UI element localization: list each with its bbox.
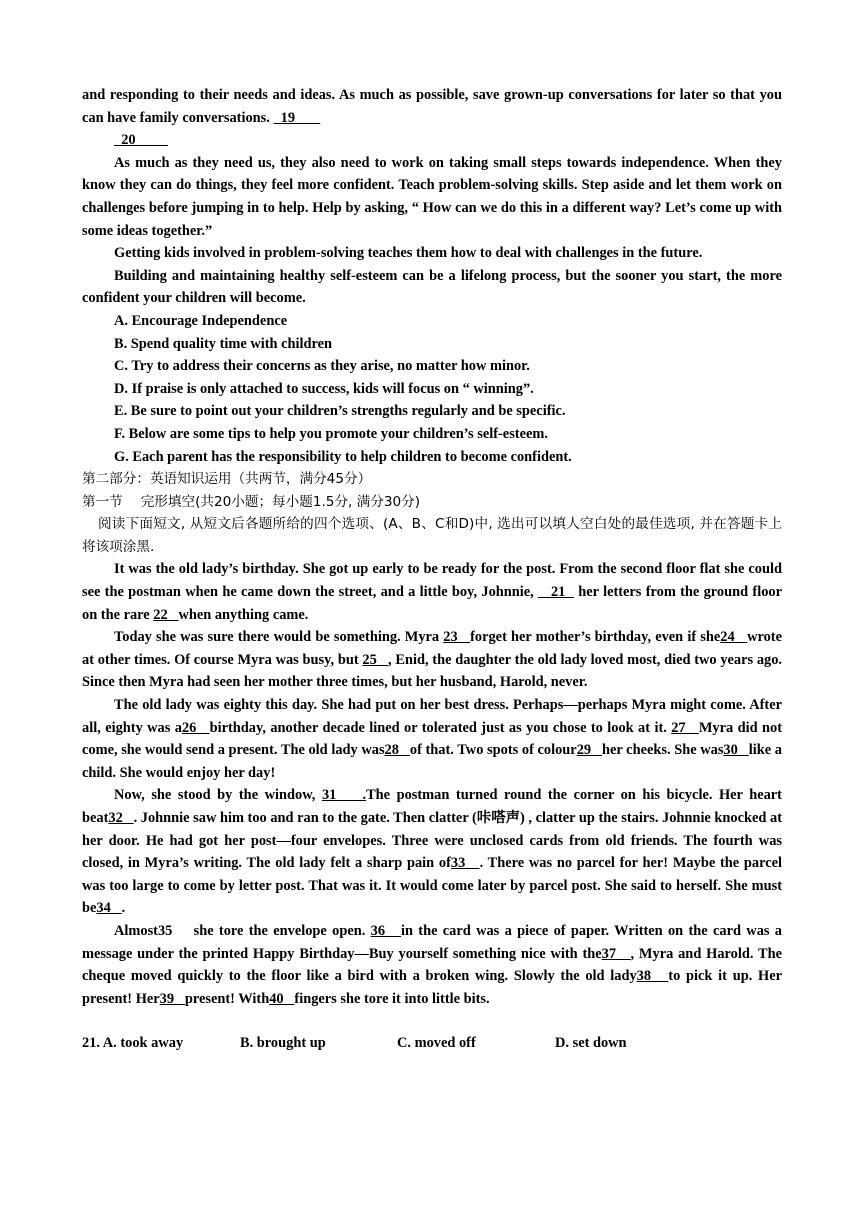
blank-29: 29 xyxy=(576,742,603,759)
paragraph-continued: and responding to their needs and ideas. As much as possible, save grown-up conversations for later so that you can have family conversations. 19 xyxy=(82,87,782,126)
q21-option-c: C. moved off xyxy=(397,1035,476,1052)
option-c: C. Try to address their concerns as they arise, no matter how minor. xyxy=(114,358,530,375)
option-d: D. If praise is only attached to success, kids will focus on “ winning”. xyxy=(114,380,534,397)
blank-20: 20 xyxy=(114,132,168,149)
blank-38: 38 xyxy=(636,968,669,985)
blank-34: 34 xyxy=(96,900,122,917)
blank-40: 40 xyxy=(269,990,295,1007)
section-one-heading: 第一节 完形填空(共20小题；每小题1.5分, 满分30分) xyxy=(82,493,421,510)
blank-39: 39 xyxy=(159,990,185,1007)
option-g: G. Each parent has the responsibility to help children to become confident. xyxy=(114,448,572,465)
cloze-paragraph-2: Today she was sure there would be something. Myra 23 forget her mother’s birthday, even if she24 wrote at other times. Of course Myra was busy, but 25 , Enid, the daughter the old lady loved most, died two years ago. Since then Myra had seen her mother three times, but her husband, Harold, never. xyxy=(82,629,783,691)
blank-33: 33 xyxy=(450,855,480,872)
blank-21: 21 xyxy=(538,584,574,601)
q21-option-b: B. brought up xyxy=(240,1035,326,1052)
part-two-heading: 第二部分：英语知识运用（共两节，满分45分） xyxy=(82,471,372,488)
blank-31: 31 . xyxy=(321,787,367,804)
blank-19: 19 xyxy=(273,109,321,126)
cloze-paragraph-3: The old lady was eighty this day. She had put on her best dress. Perhaps—perhaps Myra might come. After all, eighty was a26 birthday, another decade lined or tolerated just as you chose to look at it. 27 Myra did not come, she would send a present. The old lady was28 of that. Two spots of colour29 her cheeks. She was30 like a child. She would enjoy her day! xyxy=(82,697,783,781)
option-f: F. Below are some tips to help you promote your children’s self-esteem. xyxy=(114,425,548,442)
cloze-paragraph-5: Almost35 she tore the envelope open. 36 in the card was a piece of paper. Written on the card was a message under the printed Happy Birthday—Buy yourself something nice with the37 , Myra and Harold. The cheque moved quickly to the floor like a bird with a broken wing. Slowly the old lady38 to pick it up. Her present! Her39 present! With40 fingers she tore it into little bits. xyxy=(82,922,783,1007)
paragraph-problem-solving: Getting kids involved in problem-solving teaches them how to deal with challenges in the future. xyxy=(114,245,703,262)
blank-27: 27 xyxy=(671,719,699,736)
blank-37: 37 xyxy=(601,945,631,962)
q21-option-a: 21. A. took away xyxy=(82,1035,184,1052)
paragraph-independence: As much as they need us, they also need to work on taking small steps towards independence. When they know they can do things, they feel more confident. Teach problem-solving skills. Step aside and let them work on challenges before jumping in to help. Help by asking, “ How can we do this in a different way? Let’s come up with some ideas together.” xyxy=(82,154,782,239)
q21-option-d: D. set down xyxy=(555,1035,627,1052)
question-21-choices xyxy=(82,1032,782,1055)
option-b: B. Spend quality time with children xyxy=(114,335,333,352)
blank-23: 23 xyxy=(443,629,471,646)
option-a: A. Encourage Independence xyxy=(114,312,288,329)
blank-36: 36 xyxy=(370,922,401,939)
blank-26: 26 xyxy=(181,719,210,736)
blank-25: 25 xyxy=(362,651,389,668)
blank-30: 30 xyxy=(723,742,749,759)
exam-page xyxy=(82,84,782,1055)
cloze-paragraph-4: Now, she stood by the window, 31 .The postman turned round the corner on his bicycle. Her heart beat32 . Johnnie saw him too and ran to the gate. Then clatter (咔嗒声) , clatter up the stairs. Johnnie knocked at her door. He had got her post—four envelopes. Three were unclosed cards from old friends. The fourth was closed, in Myra’s writing. The old lady felt a sharp pain of33 . There was no parcel for her! Maybe the parcel was too large to come by letter post. That was it. It would come later by parcel post. She said to herself. She must be34 . xyxy=(82,787,782,917)
blank-32: 32 xyxy=(108,810,134,826)
paragraph-self-esteem: Building and maintaining healthy self-esteem can be a lifelong process, but the sooner you start, the more confident your children will become. xyxy=(82,267,782,307)
section-instructions: 阅读下面短文, 从短文后各题所给的四个选项、(A、B、C和D)中, 选出可以填人空白处的最佳选项, 并在答题卡上将该项涂黑. xyxy=(82,516,782,555)
blank-22: 22 xyxy=(153,606,179,623)
spacer xyxy=(82,1010,782,1032)
cloze-paragraph-1: It was the old lady’s birthday. She got up early to be ready for the post. From the second floor flat she could see the postman when he came down the street, and a little boy, Johnnie, 21 her letters from the ground floor on the rare 22 when anything came. xyxy=(82,561,782,623)
blank-28: 28 xyxy=(384,742,410,759)
blank-24: 24 xyxy=(720,629,748,646)
option-e: E. Be sure to point out your children’s strengths regularly and be specific. xyxy=(114,403,566,420)
blank-20-line xyxy=(82,129,782,152)
